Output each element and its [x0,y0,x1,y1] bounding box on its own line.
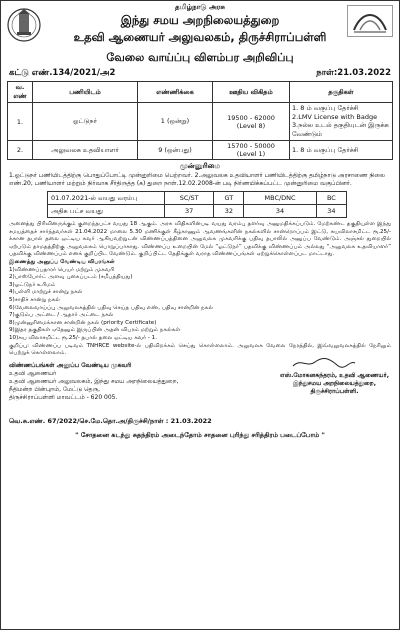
max-age-label: அதிக பட்ச வயது [48,205,165,218]
signatory-block [280,360,389,396]
website-note: குறிப்பு: விண்ணப்ப படிவம் TNHRCE website-ல் பதிவிறக்கம் செய்து கொள்ளலாம். அலுவலக வேலை நேரத்தில், இவ்வலுவலகத்தில் நேரிலும் பெற்றுக் கொள்ளலாம். [9,342,391,357]
address-line: உதவி ஆணையர் அலுவலகம், இந்து சமய அறநிலையத்துறை, [9,377,179,385]
notice-header [1,1,399,51]
list-item: 2)பாஸ்போர்ட் அளவு புகைப்படம் (சமீபத்தியது) [9,274,133,281]
priority-heading: முன்னுரிமை [180,162,220,170]
body-text: அனைத்து பிரிவினருக்கும் குறைந்தபட்ச வயது 18 ஆகும். அரசு விதிகளின்படி வயது வரம்பு தளர்வு அனுமதிக்கப்படும். மேற்கண்ட தகுதியுள்ள இந்து சமயத்தைச் சார்ந்தவர்கள் 21.04.2022 மாலை 5.30 மணிக்குள் கீழ்காணும் ஆவணங்களின் நகல்களில் சான்றொப்பம் இட்டு, சுயவிலாசமிட்ட ரூ.25/-க்கான தபால் தலை ஒட்டிய கவர் ஆகியவற்றுடன் விண்ணப்பத்தினை அலுவலக முகவரிக்கு பதிவு தபாலில் அனுப்ப வேண்டும். அஞ்சல் துறையில் ஏற்படும் தாமதத்திற்கு அலுவலகம் பொறுப்பாகாது. விண்ணப்ப உறையின் மேல் “ஓட்டுநர்” பதவிக்கு விண்ணப்பம் அல்லது “அலுவலக உதவியாளர்” பதவிக்கு விண்ணப்பம் எனக் குறிப்பிட வேண்டும். குறிப்பிட்ட தேதிக்குள் வராத விண்ணப்பங்கள் ஏற்றுக்கொள்ளப்பட மாட்டாது. [9,221,391,258]
col-count: எண்ணிக்கை [138,82,213,103]
row-count: 1 (ஒன்று) [138,103,213,141]
attachments-list [9,267,391,343]
qual-item: 1. 8 ம் வகுப்பு தேர்ச்சி [292,104,359,112]
pay-level: (Level 1) [236,150,266,158]
priority-text: 1.ஓட்டுநர் பணியிடத்திற்கு பொதுப்போட்டி முன்னுரிமை பெற்றவர். 2.அலுவலக உதவியாளர் பணியிடத்திற்கு தமிழ்நாடு அரசாணை நிலை எண்.20, பணியாளர் மற்றும் நிர்வாக சீர்திருத்த (க) துறை நாள்.12.02.2008-ன் படி நிர்ணயிக்கப்பட்ட முன்னுரிமை வகுப்பினர். [9,172,385,187]
list-item: 8)முன்னுரிமைக்கான சான்றின் நகல் (priority Certificate) [9,319,157,326]
signatory-line: எஸ்.மோகனசுந்தரம், உதவி ஆணையர், [280,371,389,379]
notice-title: வேலை வாய்ப்பு விளம்பர அறிவிப்பு [106,51,294,64]
posts-table [7,81,393,160]
reference-row [1,66,399,81]
address-block [9,362,179,402]
footer-quote: " சோதனை கடந்து சுதந்திரம் அடைந்தோம் சாதனை புரிந்து சரித்திரம் படைப்போம் " [75,430,325,439]
press-reference: வெ.சு.எண். 67/2022/செ.மே.தொ.அ/திருச்சி/நாள் : 21.03.2022 [9,416,212,425]
row-pay [213,141,290,160]
age-cat: BC [316,192,346,205]
row-pay [213,103,290,141]
qual-item: 3.நல்ல உடல் தகுதியுடன் இருக்க வேண்டும் [292,121,389,138]
row-quals [290,103,393,141]
notice-footer [9,358,391,412]
address-line: நீதிமன்ற பின்புறம், மேட்டு தெரு, [9,385,101,393]
posts-table-header [8,82,393,103]
age-cat: GT [214,192,244,205]
table-row [8,141,393,160]
pay-range: 15700 - 50000 [227,142,275,150]
pay-range: 19500 - 62000 [227,113,275,122]
signatory-line: இந்துசமய அறநிலையத்துறை, [293,379,376,387]
address-line: திருச்சிராப்பள்ளி மாவட்டம் - 620 005. [9,393,118,401]
qual-item: 2.LMV License with Badge [292,113,378,121]
row-no: 1. [8,103,33,141]
col-quals: தகுதிகள் [290,82,393,103]
row-no: 2. [8,141,33,160]
list-item: 1)விண்ணப்பதாரர் பெயர் மற்றும் முகவரி [9,266,115,273]
age-value: 37 [165,205,214,218]
list-item: 4)பள்ளி மாற்றுச் சான்று நகல் [9,289,83,296]
age-cat: MBC/DNC [244,192,316,205]
row-post: ஓட்டுநர் [33,103,138,141]
row-post: அலுவலக உதவியாளர் [33,141,138,160]
govt-name: தமிழ்நாடு அரசு [175,3,225,11]
qual-item: 1. 8 ம் வகுப்பு தேர்ச்சி [292,145,359,154]
row-quals [290,141,393,160]
age-table [47,191,347,218]
attachments-heading: இணைத்து அனுப்ப வேண்டிய விபரங்கள் [9,258,115,265]
list-item: 9)இதர தகுதிகள் ஏதேனும் இருப்பின் அதன் விபரம் மற்றும் நகல்கள் [9,327,181,334]
pay-level: (Level 8) [236,121,266,130]
col-sno: வ. எண் [8,82,33,103]
age-value: 34 [316,205,346,218]
col-post: பணியிடம் [33,82,138,103]
age-value-row [48,205,347,218]
list-item: 10)சுய விலாசமிட்ட ரூ.25/- தபால் தலை ஒட்டிய கவர் - 1. [9,334,157,341]
age-cat: SC/ST [165,192,214,205]
address-line: உதவி ஆணையர் [9,369,57,377]
office-name: உதவி ஆணையர் அலுவலகம், திருச்சிராப்பள்ளி [73,30,327,44]
age-header-row [48,192,347,205]
address-heading: விண்ணப்பங்கள் அனுப்ப வேண்டிய முகவரி [9,361,132,369]
list-item: 3)ஓட்டுநர் உரிமம் [9,281,56,288]
reference-number: கட்டு எண்.134/2021/அ2 [9,68,116,78]
department-name: இந்து சமய அறநிலையத்துறை [120,13,280,27]
list-item: 6)வேலைவாய்ப்பு அலுவலகத்தில் பதிவு செய்த பதிவு எண், பதிவு சான்றின் நகல் [9,304,213,311]
table-row [8,103,393,141]
age-value: 32 [214,205,244,218]
row-count: 9 (ஒன்பது) [138,141,213,160]
list-item: 7)குடும்ப அட்டை / ஆதார் அட்டை நகல் [9,312,114,319]
age-value: 34 [244,205,316,218]
signatory-line: திருச்சிராப்பள்ளி. [310,387,359,395]
notice-date: நாள்:21.03.2022 [316,68,391,78]
list-item: 5)சாதிச் சான்று நகல் [9,296,60,303]
press-footer [9,412,391,440]
col-pay: ஊதிய விகிதம் [213,82,290,103]
hrce-logo-icon [347,5,393,37]
signature-image [289,356,359,370]
age-limit-label: 01.07.2021-ல் வயது வரம்பு [48,192,165,205]
